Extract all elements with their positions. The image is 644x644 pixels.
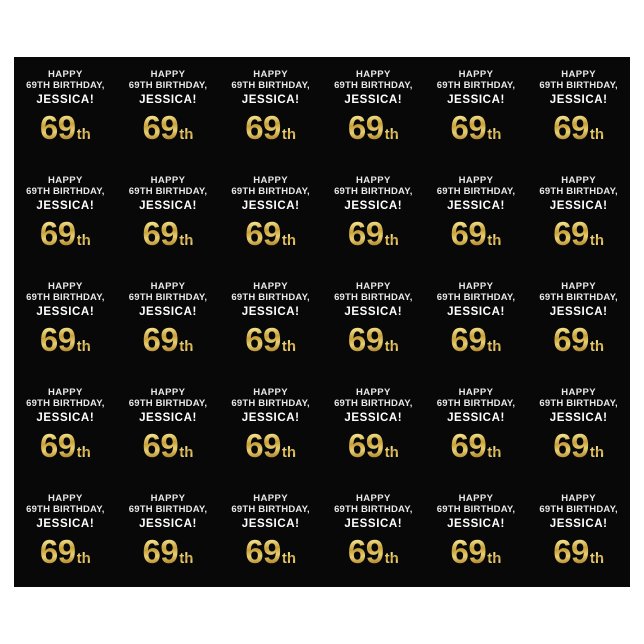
tile-line-birthday: 69TH BIRTHDAY, <box>26 292 105 303</box>
tile-number: 69 <box>553 427 589 464</box>
tile-number-suffix: th <box>384 550 399 567</box>
tile-line-happy: HAPPY <box>253 493 289 504</box>
pattern-tile <box>14 481 117 587</box>
pattern-tile <box>117 57 220 163</box>
tile-line-name: JESSICA! <box>139 94 197 106</box>
tile-line-name: JESSICA! <box>344 200 403 212</box>
tile-line-birthday: 69TH BIRTHDAY, <box>334 80 413 91</box>
pattern-tile <box>527 269 630 375</box>
tile-number: 69 <box>245 321 281 358</box>
tile-number-group <box>40 535 91 569</box>
tile-number-suffix: th <box>487 550 502 567</box>
tile-line-birthday: 69TH BIRTHDAY, <box>26 398 105 409</box>
tile-line-happy: HAPPY <box>253 281 289 292</box>
tile-line-name: JESSICA! <box>36 412 95 424</box>
tile-line-birthday: 69TH BIRTHDAY, <box>334 292 413 303</box>
tile-number-suffix: th <box>76 126 91 143</box>
tile-line-happy: HAPPY <box>150 281 186 292</box>
tile-line-happy: HAPPY <box>561 493 597 504</box>
tile-number: 69 <box>142 109 179 146</box>
tile-line-happy: HAPPY <box>458 175 494 186</box>
tile-number-suffix: th <box>384 232 399 249</box>
tile-line-birthday: 69TH BIRTHDAY, <box>539 186 618 197</box>
tile-line-name: JESSICA! <box>549 94 608 106</box>
pattern-tile <box>425 57 528 163</box>
tile-line-happy: HAPPY <box>355 69 391 80</box>
tile-number-suffix: th <box>384 338 399 355</box>
tile-number-group <box>451 429 502 463</box>
tile-number-group <box>553 217 604 251</box>
tile-line-name: JESSICA! <box>241 200 300 212</box>
tile-number-suffix: th <box>281 550 297 567</box>
tile-line-name: JESSICA! <box>549 518 608 530</box>
tile-number: 69 <box>553 109 589 146</box>
tile-number: 69 <box>450 427 487 464</box>
pattern-tile <box>14 163 117 269</box>
tile-number-group <box>348 217 399 251</box>
tile-line-happy: HAPPY <box>253 387 289 398</box>
pattern-tile <box>117 163 220 269</box>
tile-number: 69 <box>39 215 76 252</box>
tile-number: 69 <box>245 109 281 146</box>
tile-line-birthday: 69TH BIRTHDAY, <box>334 398 413 409</box>
tile-line-birthday: 69TH BIRTHDAY, <box>436 186 516 197</box>
tile-number: 69 <box>245 533 281 570</box>
pattern-tile <box>425 375 528 481</box>
tile-line-birthday: 69TH BIRTHDAY, <box>128 292 208 303</box>
pattern-tile <box>219 269 322 375</box>
tile-line-name: JESSICA! <box>344 518 403 530</box>
tile-number: 69 <box>450 533 487 570</box>
tile-line-name: JESSICA! <box>139 306 197 318</box>
tile-number-suffix: th <box>589 126 605 143</box>
tile-number-group <box>40 429 91 463</box>
tile-number-suffix: th <box>179 550 194 567</box>
tile-number-suffix: th <box>76 550 91 567</box>
tile-number-group <box>143 111 194 145</box>
tile-line-birthday: 69TH BIRTHDAY, <box>539 398 618 409</box>
pattern-tile <box>322 163 425 269</box>
tile-number-group <box>40 323 91 357</box>
tile-number-suffix: th <box>179 444 194 461</box>
tile-number: 69 <box>245 215 281 252</box>
tile-number-group <box>451 323 502 357</box>
pattern-tile <box>219 481 322 587</box>
tile-line-name: JESSICA! <box>549 200 608 212</box>
tile-number-group <box>245 111 296 145</box>
tile-number-suffix: th <box>487 126 502 143</box>
tile-number: 69 <box>142 321 179 358</box>
tile-line-name: JESSICA! <box>241 306 300 318</box>
tile-line-name: JESSICA! <box>36 94 95 106</box>
tile-number-group <box>553 429 604 463</box>
tile-number-suffix: th <box>487 338 502 355</box>
tile-number-suffix: th <box>179 338 194 355</box>
tile-number-suffix: th <box>76 444 91 461</box>
tile-number: 69 <box>39 533 76 570</box>
tile-line-happy: HAPPY <box>47 281 83 292</box>
tile-line-happy: HAPPY <box>458 69 494 80</box>
pattern-tile <box>117 481 220 587</box>
tile-number: 69 <box>39 109 76 146</box>
tile-line-happy: HAPPY <box>47 493 83 504</box>
tile-line-happy: HAPPY <box>355 493 391 504</box>
tile-line-name: JESSICA! <box>36 200 95 212</box>
tile-line-birthday: 69TH BIRTHDAY, <box>128 398 208 409</box>
tile-line-happy: HAPPY <box>150 493 186 504</box>
tile-number-suffix: th <box>281 444 297 461</box>
tile-number: 69 <box>142 215 179 252</box>
pattern-tile <box>322 57 425 163</box>
tile-line-birthday: 69TH BIRTHDAY, <box>231 504 310 515</box>
tile-line-birthday: 69TH BIRTHDAY, <box>26 186 105 197</box>
tile-number-group <box>245 217 296 251</box>
tile-line-happy: HAPPY <box>253 69 289 80</box>
tile-number-group <box>245 323 296 357</box>
tile-number-suffix: th <box>179 126 194 143</box>
tile-line-birthday: 69TH BIRTHDAY, <box>539 80 618 91</box>
tile-line-name: JESSICA! <box>344 94 403 106</box>
pattern-tile <box>117 269 220 375</box>
tile-number-suffix: th <box>589 232 605 249</box>
tile-line-birthday: 69TH BIRTHDAY, <box>231 186 310 197</box>
tile-line-happy: HAPPY <box>47 175 83 186</box>
tile-number-group <box>348 323 399 357</box>
tile-line-happy: HAPPY <box>150 387 186 398</box>
pattern-tile <box>425 481 528 587</box>
tile-line-happy: HAPPY <box>355 175 391 186</box>
tile-number-group <box>553 323 604 357</box>
tile-line-name: JESSICA! <box>549 412 608 424</box>
tile-number-group <box>143 429 194 463</box>
tile-line-birthday: 69TH BIRTHDAY, <box>231 80 310 91</box>
tile-number-suffix: th <box>384 126 399 143</box>
tile-line-birthday: 69TH BIRTHDAY, <box>539 504 618 515</box>
tile-number-suffix: th <box>487 232 502 249</box>
tile-line-happy: HAPPY <box>458 387 494 398</box>
tile-number-suffix: th <box>281 232 297 249</box>
pattern-tile <box>322 269 425 375</box>
tile-line-birthday: 69TH BIRTHDAY, <box>26 504 105 515</box>
tile-number: 69 <box>553 215 589 252</box>
tile-number-group <box>553 535 604 569</box>
pattern-tile <box>425 163 528 269</box>
tile-number-suffix: th <box>384 444 399 461</box>
pattern-tile <box>219 163 322 269</box>
tile-line-happy: HAPPY <box>253 175 289 186</box>
tile-line-birthday: 69TH BIRTHDAY, <box>334 504 413 515</box>
tile-line-name: JESSICA! <box>241 412 300 424</box>
tile-number-suffix: th <box>589 444 605 461</box>
tile-line-birthday: 69TH BIRTHDAY, <box>128 80 208 91</box>
tile-number-group <box>451 535 502 569</box>
pattern-tile <box>14 269 117 375</box>
tile-line-happy: HAPPY <box>561 387 597 398</box>
tile-number: 69 <box>39 427 76 464</box>
pattern-tile <box>322 481 425 587</box>
tile-line-birthday: 69TH BIRTHDAY, <box>539 292 618 303</box>
tile-line-birthday: 69TH BIRTHDAY, <box>436 504 516 515</box>
pattern-tile <box>527 163 630 269</box>
tile-line-name: JESSICA! <box>549 306 608 318</box>
tile-number: 69 <box>450 109 487 146</box>
pattern-tile <box>14 57 117 163</box>
tile-number: 69 <box>39 321 76 358</box>
tile-number-suffix: th <box>589 550 605 567</box>
pattern-tile <box>527 481 630 587</box>
tile-line-birthday: 69TH BIRTHDAY, <box>436 398 516 409</box>
tile-line-name: JESSICA! <box>139 518 197 530</box>
tile-line-birthday: 69TH BIRTHDAY, <box>436 292 516 303</box>
pattern-tile <box>14 375 117 481</box>
tile-line-name: JESSICA! <box>447 94 505 106</box>
tile-number: 69 <box>450 215 487 252</box>
tile-number-group <box>245 535 296 569</box>
tile-line-happy: HAPPY <box>561 69 597 80</box>
tile-line-name: JESSICA! <box>447 412 505 424</box>
tile-number: 69 <box>347 427 384 464</box>
tile-line-name: JESSICA! <box>241 518 300 530</box>
tile-line-name: JESSICA! <box>447 200 505 212</box>
tile-number: 69 <box>450 321 487 358</box>
tile-number-group <box>451 111 502 145</box>
tile-number-group <box>245 429 296 463</box>
pattern-tile <box>219 375 322 481</box>
tile-number: 69 <box>142 533 179 570</box>
tile-number: 69 <box>142 427 179 464</box>
tile-number-group <box>40 217 91 251</box>
tile-line-happy: HAPPY <box>355 281 391 292</box>
tile-line-happy: HAPPY <box>47 69 83 80</box>
tile-line-happy: HAPPY <box>458 493 494 504</box>
tile-line-birthday: 69TH BIRTHDAY, <box>26 80 105 91</box>
tile-number-group <box>143 535 194 569</box>
tile-line-birthday: 69TH BIRTHDAY, <box>128 504 208 515</box>
tile-line-happy: HAPPY <box>561 175 597 186</box>
tile-number-group <box>40 111 91 145</box>
wrapping-paper-sheet <box>14 57 630 587</box>
tile-line-birthday: 69TH BIRTHDAY, <box>231 398 310 409</box>
tile-number-suffix: th <box>487 444 502 461</box>
tile-line-name: JESSICA! <box>344 412 403 424</box>
pattern-grid <box>14 57 630 587</box>
tile-line-name: JESSICA! <box>447 306 505 318</box>
tile-line-birthday: 69TH BIRTHDAY, <box>231 292 310 303</box>
tile-number-group <box>143 217 194 251</box>
tile-line-happy: HAPPY <box>47 387 83 398</box>
tile-number: 69 <box>553 533 589 570</box>
pattern-tile <box>527 375 630 481</box>
pattern-tile <box>425 269 528 375</box>
tile-number-suffix: th <box>179 232 194 249</box>
tile-line-name: JESSICA! <box>344 306 403 318</box>
tile-line-birthday: 69TH BIRTHDAY, <box>334 186 413 197</box>
tile-number-suffix: th <box>589 338 605 355</box>
tile-number: 69 <box>347 533 384 570</box>
tile-line-happy: HAPPY <box>561 281 597 292</box>
tile-number-suffix: th <box>281 338 297 355</box>
tile-line-name: JESSICA! <box>447 518 505 530</box>
tile-number-group <box>143 323 194 357</box>
pattern-tile <box>322 375 425 481</box>
tile-number-suffix: th <box>281 126 297 143</box>
tile-line-happy: HAPPY <box>150 175 186 186</box>
pattern-tile <box>117 375 220 481</box>
tile-line-name: JESSICA! <box>36 518 95 530</box>
tile-line-birthday: 69TH BIRTHDAY, <box>128 186 208 197</box>
tile-number-group <box>348 111 399 145</box>
tile-line-name: JESSICA! <box>139 412 197 424</box>
tile-line-happy: HAPPY <box>355 387 391 398</box>
tile-number: 69 <box>347 215 384 252</box>
tile-line-name: JESSICA! <box>139 200 197 212</box>
tile-number-group <box>348 429 399 463</box>
tile-number-group <box>553 111 604 145</box>
tile-line-happy: HAPPY <box>458 281 494 292</box>
tile-number: 69 <box>347 109 384 146</box>
pattern-tile <box>219 57 322 163</box>
tile-number: 69 <box>553 321 589 358</box>
tile-number-suffix: th <box>76 232 91 249</box>
tile-number: 69 <box>347 321 384 358</box>
tile-line-name: JESSICA! <box>36 306 95 318</box>
tile-number-suffix: th <box>76 338 91 355</box>
tile-number-group <box>451 217 502 251</box>
tile-number: 69 <box>245 427 281 464</box>
tile-line-birthday: 69TH BIRTHDAY, <box>436 80 516 91</box>
tile-number-group <box>348 535 399 569</box>
tile-line-name: JESSICA! <box>241 94 300 106</box>
tile-line-happy: HAPPY <box>150 69 186 80</box>
pattern-tile <box>527 57 630 163</box>
